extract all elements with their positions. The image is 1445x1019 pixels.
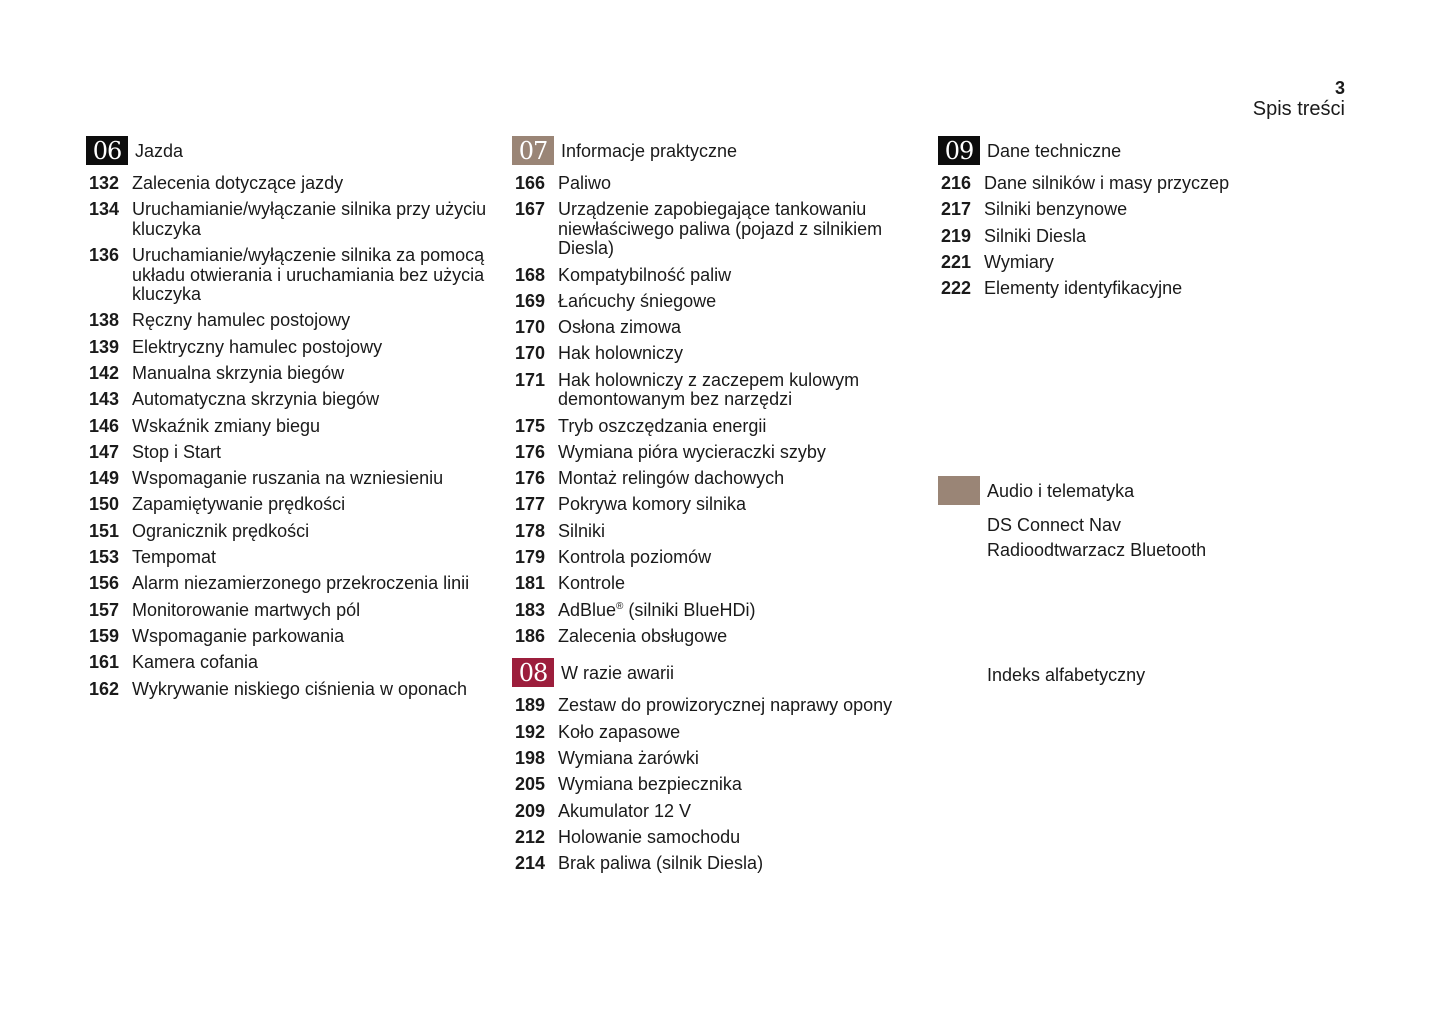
toc-entry[interactable] bbox=[512, 522, 917, 542]
toc-entry[interactable] bbox=[938, 174, 1358, 194]
toc-entry-page: 171 bbox=[515, 369, 546, 390]
chapter-08-heading[interactable] bbox=[512, 658, 917, 687]
chapter-06-heading[interactable] bbox=[86, 136, 491, 165]
toc-entry-page: 139 bbox=[89, 336, 120, 357]
toc-entry-title: Pokrywa komory silnika bbox=[558, 494, 747, 515]
toc-entry-title: Kontrole bbox=[558, 573, 626, 594]
toc-entry-title: Silniki bbox=[558, 520, 606, 541]
chapter-07-heading[interactable] bbox=[512, 136, 917, 165]
toc-entry-title bbox=[558, 601, 917, 621]
toc-entry-page: 176 bbox=[515, 468, 546, 489]
chapter-09-heading[interactable] bbox=[938, 136, 1358, 165]
toc-entry[interactable] bbox=[512, 371, 917, 410]
toc-entry-title: Wykrywanie niskiego ciśnienia w oponach bbox=[132, 678, 468, 699]
chapter-title: Jazda bbox=[135, 140, 184, 161]
toc-entry[interactable] bbox=[86, 417, 491, 437]
toc-entry-page: 159 bbox=[89, 625, 120, 646]
toc-entry-page: 143 bbox=[89, 389, 120, 410]
page-number: 3 bbox=[1334, 78, 1345, 98]
toc-entry-page: 170 bbox=[515, 317, 546, 338]
toc-entry-title: Akumulator 12 V bbox=[558, 800, 692, 821]
toc-entry[interactable] bbox=[512, 443, 917, 463]
toc-entry-page: 222 bbox=[941, 278, 972, 299]
toc-entry[interactable] bbox=[86, 338, 491, 358]
toc-entry[interactable] bbox=[86, 364, 491, 384]
toc-entry-title: Montaż relingów dachowych bbox=[558, 468, 785, 489]
toc-entry-page: 151 bbox=[89, 520, 120, 541]
toc-entry[interactable] bbox=[86, 601, 491, 621]
toc-entry-title: Elementy identyfikacyjne bbox=[984, 278, 1183, 299]
toc-entry[interactable] bbox=[512, 723, 917, 743]
column-2 bbox=[512, 136, 917, 881]
toc-entry-title: Wskaźnik zmiany biegu bbox=[132, 415, 321, 436]
toc-entry[interactable] bbox=[512, 318, 917, 338]
toc-entry[interactable] bbox=[512, 266, 917, 286]
toc-entry-page: 181 bbox=[515, 573, 546, 594]
toc-entry-page: 132 bbox=[89, 173, 120, 193]
column-3 bbox=[938, 136, 1358, 305]
chapter-number-badge: 06 bbox=[86, 136, 128, 165]
toc-entry[interactable] bbox=[512, 627, 917, 647]
toc-entry[interactable] bbox=[512, 854, 917, 874]
toc-entry-title: Wspomaganie ruszania na wzniesieniu bbox=[132, 468, 444, 489]
page-title: Spis treści bbox=[1252, 98, 1345, 120]
toc-entry[interactable] bbox=[512, 174, 917, 194]
toc-entry-page: 189 bbox=[515, 695, 546, 716]
toc-entry-title: Łańcuchy śniegowe bbox=[558, 290, 717, 311]
toc-entry-title-suffix: (silniki BlueHDi) bbox=[623, 599, 756, 620]
toc-entry-page: 176 bbox=[515, 441, 546, 462]
toc-entry[interactable] bbox=[86, 680, 491, 700]
toc-entry-title: Kamera cofania bbox=[132, 652, 259, 673]
toc-entry[interactable] bbox=[512, 696, 917, 716]
toc-entry-title: Tempomat bbox=[132, 547, 217, 568]
toc-entry[interactable] bbox=[86, 174, 491, 194]
toc-entry-title: Wymiana żarówki bbox=[558, 748, 699, 769]
toc-entry-page: 153 bbox=[89, 547, 120, 568]
chapter-07-entries bbox=[512, 174, 917, 646]
toc-entry[interactable] bbox=[86, 311, 491, 331]
toc-entry-page: 150 bbox=[89, 494, 120, 515]
toc-entry-page: 138 bbox=[89, 310, 120, 331]
toc-entry-page: 205 bbox=[515, 774, 546, 795]
toc-entry[interactable] bbox=[512, 802, 917, 822]
toc-entry-page: 214 bbox=[515, 853, 546, 874]
audio-item-ds-connect-nav[interactable]: DS Connect Nav bbox=[987, 515, 1122, 535]
toc-entry-title: Elektryczny hamulec postojowy bbox=[132, 336, 383, 357]
toc-entry-page: 166 bbox=[515, 173, 546, 193]
toc-entry-page: 221 bbox=[941, 251, 972, 272]
toc-entry[interactable] bbox=[86, 548, 491, 568]
toc-entry-title: Wymiana pióra wycieraczki szyby bbox=[558, 441, 826, 462]
toc-entry-title: Wspomaganie parkowania bbox=[132, 625, 345, 646]
toc-entry-page: 170 bbox=[515, 343, 546, 364]
toc-entry-page: 167 bbox=[515, 199, 546, 220]
toc-entry-page: 168 bbox=[515, 264, 546, 285]
toc-entry-title: Urządzenie zapobiegające tankowaniu niewłaściwego paliwa (pojazd z silnikiem Diesla) bbox=[558, 199, 883, 259]
audio-heading[interactable] bbox=[938, 476, 1134, 505]
toc-entry-title: Koło zapasowe bbox=[558, 721, 681, 742]
toc-entry-title: Ręczny hamulec postojowy bbox=[132, 310, 351, 331]
toc-entry-title: Monitorowanie martwych pól bbox=[132, 599, 361, 620]
chapter-title: W razie awarii bbox=[561, 662, 675, 683]
toc-entry[interactable] bbox=[86, 200, 491, 239]
toc-entry[interactable] bbox=[512, 200, 917, 259]
toc-entry[interactable] bbox=[86, 574, 491, 594]
toc-entry-title: Stop i Start bbox=[132, 441, 222, 462]
toc-entry-title: Kontrola poziomów bbox=[558, 547, 712, 568]
toc-entry-title: Osłona zimowa bbox=[558, 317, 682, 338]
toc-entry-title: Hak holowniczy z zaczepem kulowym demontowanym bez narzędzi bbox=[558, 369, 860, 410]
toc-entry-page: 175 bbox=[515, 415, 546, 436]
toc-entry[interactable] bbox=[86, 390, 491, 410]
toc-entry-page: 186 bbox=[515, 625, 546, 646]
toc-entry-title: Ogranicznik prędkości bbox=[132, 520, 310, 541]
toc-entry[interactable] bbox=[938, 227, 1358, 247]
chapter-06-entries bbox=[86, 174, 491, 699]
toc-entry-title: Wymiana bezpiecznika bbox=[558, 774, 742, 795]
audio-item-bluetooth-radio[interactable]: Radioodtwarzacz Bluetooth bbox=[987, 539, 1207, 560]
toc-entry-title: Alarm niezamierzonego przekroczenia linii bbox=[132, 573, 470, 594]
toc-entry[interactable] bbox=[512, 469, 917, 489]
toc-entry-title: Silniki benzynowe bbox=[984, 199, 1128, 220]
toc-entry-title: Wymiary bbox=[984, 251, 1054, 272]
toc-entry-page: 136 bbox=[89, 245, 120, 266]
toc-entry[interactable] bbox=[86, 246, 491, 305]
toc-entry-page: 209 bbox=[515, 800, 546, 821]
toc-entry[interactable] bbox=[86, 627, 491, 647]
toc-entry[interactable] bbox=[512, 574, 917, 594]
chapter-title: Dane techniczne bbox=[987, 140, 1122, 161]
chapter-08-entries bbox=[512, 696, 917, 873]
toc-entry-title: Zapamiętywanie prędkości bbox=[132, 494, 346, 515]
toc-entry-title: Zalecenia dotyczące jazdy bbox=[132, 173, 344, 193]
toc-entry[interactable] bbox=[512, 417, 917, 437]
toc-entry-title: Dane silników i masy przyczep bbox=[984, 173, 1230, 193]
toc-entry[interactable] bbox=[938, 279, 1358, 299]
toc-entry-page: 177 bbox=[515, 494, 546, 515]
toc-entry-page: 147 bbox=[89, 441, 120, 462]
toc-entry-title: Zalecenia obsługowe bbox=[558, 625, 728, 646]
toc-entry[interactable] bbox=[86, 469, 491, 489]
toc-entry[interactable] bbox=[512, 344, 917, 364]
toc-entry-page: 178 bbox=[515, 520, 546, 541]
toc-entry[interactable] bbox=[512, 828, 917, 848]
toc-entry-page: 157 bbox=[89, 599, 120, 620]
toc-entry-title: Tryb oszczędzania energii bbox=[558, 415, 767, 436]
toc-entry-page: 156 bbox=[89, 573, 120, 594]
toc-entry-title: Uruchamianie/wyłączanie silnika przy użyciu kluczyka bbox=[132, 199, 487, 239]
toc-entry-title: Manualna skrzynia biegów bbox=[132, 362, 345, 383]
toc-entry-title: Uruchamianie/wyłączenie silnika za pomocą układu otwierania i uruchamiania bez użycia kluczyka bbox=[132, 245, 485, 305]
toc-entry-title: Brak paliwa (silnik Diesla) bbox=[558, 853, 764, 874]
toc-entry[interactable] bbox=[86, 653, 491, 673]
toc-entry[interactable] bbox=[512, 749, 917, 769]
toc-entry[interactable] bbox=[86, 522, 491, 542]
page-header bbox=[1253, 78, 1345, 120]
toc-entry[interactable] bbox=[512, 601, 917, 621]
toc-entry-page: 169 bbox=[515, 290, 546, 311]
audio-items bbox=[987, 513, 1206, 562]
toc-entry-title: Kompatybilność paliw bbox=[558, 264, 732, 285]
chapter-09-entries bbox=[938, 174, 1358, 299]
chapter-number-badge: 09 bbox=[938, 136, 980, 165]
toc-entry-title: Paliwo bbox=[558, 173, 612, 193]
toc-entry-title: Zestaw do prowizorycznej naprawy opony bbox=[558, 695, 893, 716]
toc-entry-page: 162 bbox=[89, 678, 120, 699]
toc-entry[interactable] bbox=[512, 292, 917, 312]
toc-entry-page: 212 bbox=[515, 826, 546, 847]
toc-entry-page: 183 bbox=[515, 599, 546, 620]
toc-entry[interactable] bbox=[938, 200, 1358, 220]
toc-entry-page: 134 bbox=[89, 199, 120, 220]
toc-entry[interactable] bbox=[512, 548, 917, 568]
toc-entry-title: Hak holowniczy bbox=[558, 343, 684, 364]
toc-entry-page: 198 bbox=[515, 748, 546, 769]
toc-entry-title: Automatyczna skrzynia biegów bbox=[132, 389, 380, 410]
toc-entry-page: 179 bbox=[515, 547, 546, 568]
toc-entry-page: 219 bbox=[941, 225, 972, 246]
chapter-number-badge: 08 bbox=[512, 658, 554, 687]
toc-entry-title: Holowanie samochodu bbox=[558, 826, 741, 847]
toc-entry[interactable] bbox=[512, 495, 917, 515]
toc-entry-page: 217 bbox=[941, 199, 972, 220]
toc-entry-page: 216 bbox=[941, 173, 972, 193]
toc-entry[interactable] bbox=[86, 443, 491, 463]
toc-entry-page: 146 bbox=[89, 415, 120, 436]
chapter-number-badge: 07 bbox=[512, 136, 554, 165]
audio-color-badge bbox=[938, 476, 980, 505]
toc-entry[interactable] bbox=[512, 775, 917, 795]
registered-mark: ® bbox=[616, 600, 624, 612]
toc-entry[interactable] bbox=[938, 253, 1358, 273]
toc-entry[interactable] bbox=[86, 495, 491, 515]
chapter-title: Informacje praktyczne bbox=[561, 140, 738, 161]
toc-entry-page: 192 bbox=[515, 721, 546, 742]
toc-entry-title: Silniki Diesla bbox=[984, 225, 1087, 246]
toc-entry-page: 149 bbox=[89, 468, 120, 489]
index-link[interactable]: Indeks alfabetyczny bbox=[987, 665, 1146, 685]
toc-entry-page: 161 bbox=[89, 652, 120, 673]
toc-entry-page: 142 bbox=[89, 362, 120, 383]
toc-entry-title-main: AdBlue bbox=[558, 599, 617, 620]
column-1 bbox=[86, 136, 491, 706]
audio-title: Audio i telematyka bbox=[987, 480, 1135, 501]
